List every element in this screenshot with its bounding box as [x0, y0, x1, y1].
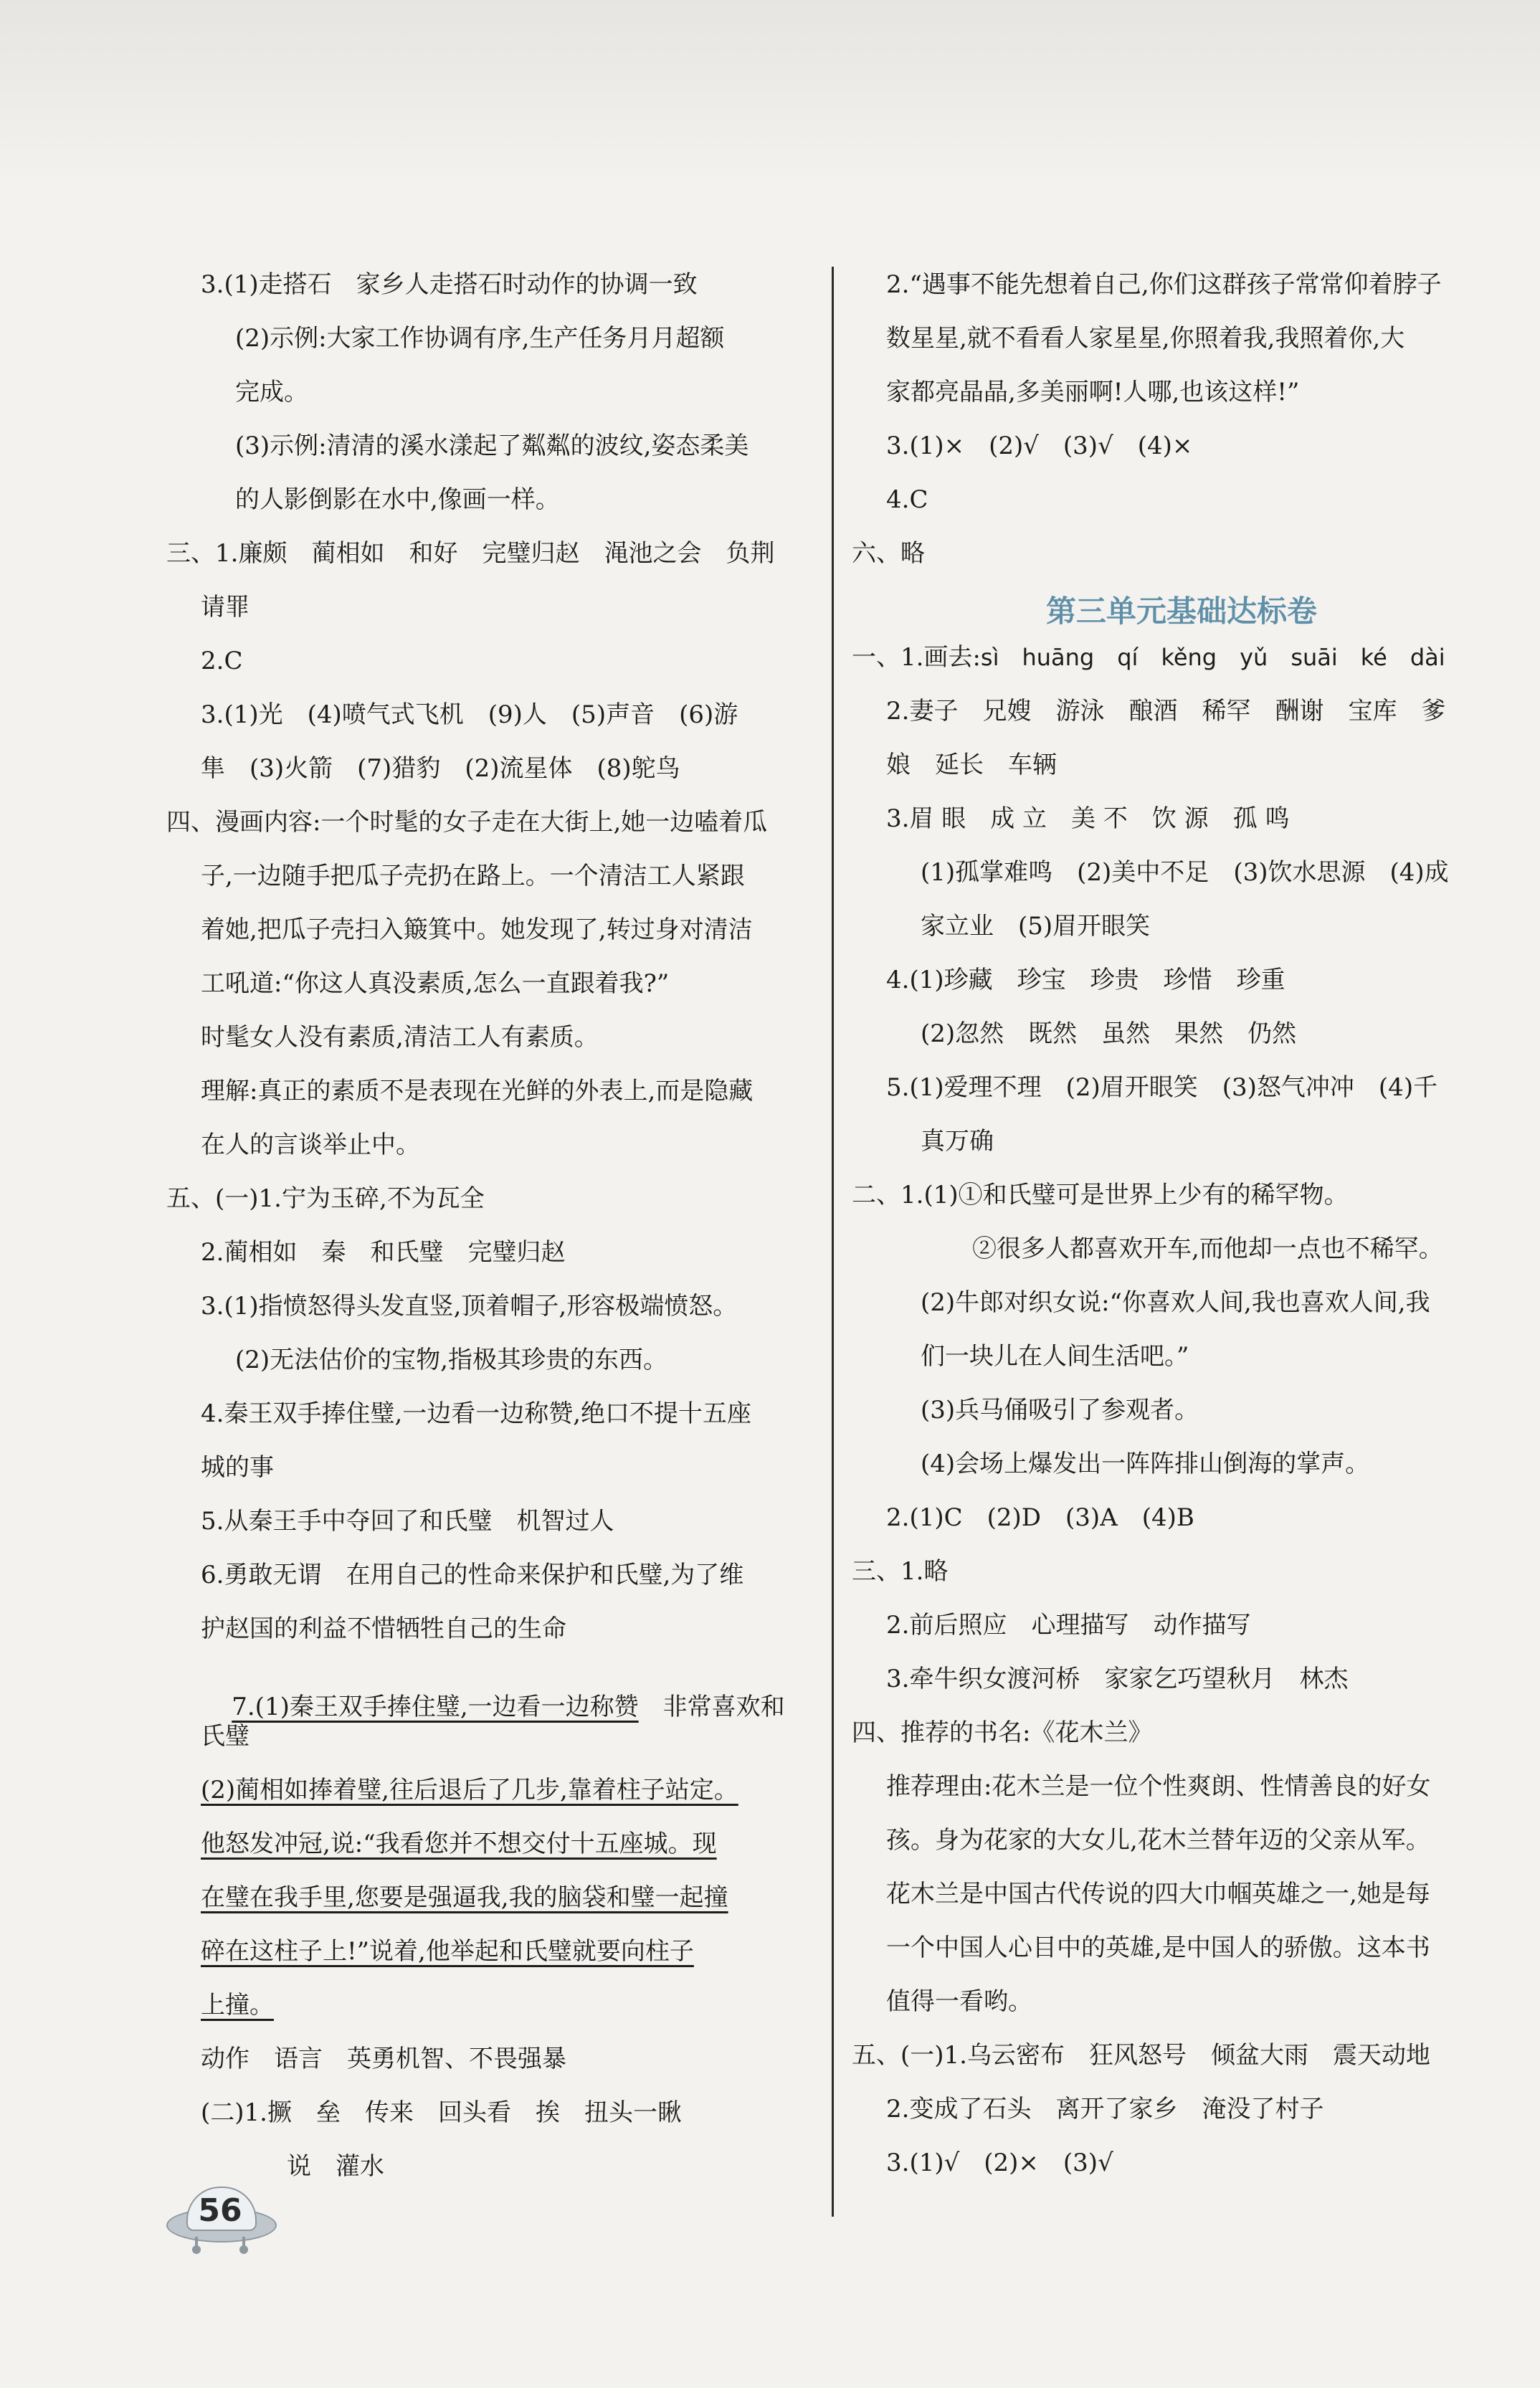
answer-line: 2.(1)C (2)D (3)A (4)B [886, 1503, 1194, 1532]
answer-line: 城的事 [201, 1453, 274, 1482]
answer-line-underlined [201, 1670, 785, 1744]
answer-line: (2)忽然 既然 虽然 果然 仍然 [921, 1019, 1297, 1048]
answer-line [201, 1778, 738, 1802]
answer-line: 着她,把瓜子壳扫入簸箕中。她发现了,转过身对清洁 [201, 915, 753, 944]
answer-line: (2)示例:大家工作协调有序,生产任务月月超额 [235, 324, 725, 353]
answer-line: (3)兵马俑吸引了参观者。 [921, 1396, 1199, 1424]
answer-line: 护赵国的利益不惜牺牲自己的生命 [201, 1614, 566, 1643]
answer-line: 3.(1)× (2)√ (3)√ (4)× [886, 432, 1193, 460]
answer-line: 四、推荐的书名:《花木兰》 [852, 1718, 1153, 1747]
answer-line: 5.从秦王手中夺回了和氏璧 机智过人 [201, 1507, 614, 1536]
answer-line: 三、1.廉颇 蔺相如 和好 完璧归赵 渑池之会 负荆 [166, 539, 775, 568]
underlined-answer: 上撞。 [201, 1991, 274, 2020]
answer-line: 请罪 [201, 593, 249, 622]
answer-line: 2.蔺相如 秦 和氏璧 完璧归赵 [201, 1238, 566, 1267]
underlined-answer: (2)蔺相如捧着璧,往后退后了几步,靠着柱子站定。 [201, 1776, 738, 1804]
answer-line: ②很多人都喜欢开车,而他却一点也不稀罕。 [972, 1235, 1443, 1263]
answer-line: 2.妻子 兄嫂 游泳 酿酒 稀罕 酬谢 宝库 爹 [886, 697, 1446, 726]
underlined-answer: 他怒发冲冠,说:“我看您并不想交付十五座城。现 [201, 1830, 717, 1858]
answer-line: 3.(1)光 (4)喷气式飞机 (9)人 (5)声音 (6)游 [201, 700, 738, 729]
underlined-answer: 7.(1)秦王双手捧住璧,一边看一边称赞 [232, 1693, 639, 1721]
answer-line: 的人影倒影在水中,像画一样。 [235, 485, 560, 514]
answer-text: 非常喜欢和 [662, 1693, 785, 1721]
answer-line: 时髦女人没有素质,清洁工人有素质。 [201, 1023, 599, 1052]
answer-line: 氏璧 [201, 1722, 249, 1751]
answer-line: 工吼道:“你这人真没素质,怎么一直跟着我?” [201, 969, 670, 998]
answer-line: (二)1.撅 垒 传来 回头看 挨 扭头一瞅 [201, 2098, 682, 2127]
answer-line: 一个中国人心目中的英雄,是中国人的骄傲。这本书 [886, 1933, 1430, 1962]
section-title: 第三单元基础达标卷 [1045, 594, 1317, 629]
answer-line: 们一块儿在人间生活吧。” [921, 1342, 1189, 1371]
answer-line: 2.前后照应 心理描写 动作描写 [886, 1611, 1251, 1640]
answer-line: 4.秦王双手捧住璧,一边看一边称赞,绝口不提十五座 [201, 1399, 752, 1428]
answer-line: 4.(1)珍藏 珍宝 珍贵 珍惜 珍重 [886, 966, 1285, 994]
underlined-answer: 碎在这柱子上!”说着,他举起和氏璧就要向柱子 [201, 1937, 694, 1966]
answer-line: 动作 语言 英勇机智、不畏强暴 [201, 2045, 566, 2073]
answer-line: 隼 (3)火箭 (7)猎豹 (2)流星体 (8)鸵鸟 [201, 754, 680, 783]
answer-line: 五、(一)1.宁为玉碎,不为瓦全 [166, 1184, 485, 1213]
answer-line: 家都亮晶晶,多美丽啊!人哪,也该这样!” [886, 378, 1300, 406]
answer-line [201, 1832, 717, 1856]
column-divider [832, 267, 834, 2217]
answer-line: (3)示例:清清的溪水漾起了粼粼的波纹,姿态柔美 [235, 432, 749, 460]
answer-text: 一、1.画去: [852, 643, 981, 672]
answer-line: 五、(一)1.乌云密布 狂风怒号 倾盆大雨 震天动地 [852, 2041, 1430, 2070]
answer-line: 3.眉 眼 成 立 美 不 饮 源 孤 鸣 [886, 804, 1290, 833]
answer-line: 花木兰是中国古代传说的四大巾帼英雄之一,她是每 [886, 1880, 1430, 1908]
answer-line: (2)无法估价的宝物,指极其珍贵的东西。 [235, 1346, 667, 1374]
answer-line: 4.C [886, 485, 928, 514]
answer-line: 5.(1)爱理不理 (2)眉开眼笑 (3)怒气冲冲 (4)千 [886, 1073, 1438, 1102]
answer-line: (1)孤掌难鸣 (2)美中不足 (3)饮水思源 (4)成 [921, 858, 1449, 887]
page-number: 56 [198, 2192, 242, 2229]
answer-line: 6.勇敢无谓 在用自己的性命来保护和氏璧,为了维 [201, 1561, 744, 1589]
ufo-foot [192, 2245, 201, 2254]
answer-line: 3.(1)走搭石 家乡人走搭石时动作的协调一致 [201, 270, 698, 299]
answer-line: 数星星,就不看看人家星星,你照着我,我照着你,大 [886, 324, 1405, 353]
answer-line: 四、漫画内容:一个时髦的女子走在大街上,她一边嗑着瓜 [166, 808, 768, 837]
answer-line: 值得一看哟。 [886, 1987, 1032, 2016]
answer-line [201, 1939, 694, 1964]
page-number-badge [166, 2187, 274, 2251]
answer-line: 真万确 [921, 1127, 994, 1156]
answer-line: 2.“遇事不能先想着自己,你们这群孩子常常仰着脖子 [886, 270, 1442, 299]
answer-line: 家立业 (5)眉开眼笑 [921, 912, 1151, 941]
answer-line: 2.C [201, 647, 243, 675]
answer-line: 二、1.(1)①和氏璧可是世界上少有的稀罕物。 [852, 1181, 1349, 1209]
answer-line: 推荐理由:花木兰是一位个性爽朗、性情善良的好女 [886, 1772, 1431, 1801]
answer-line: 2.变成了石头 离开了家乡 淹没了村子 [886, 2095, 1324, 2123]
answer-line: 3.牵牛织女渡河桥 家家乞巧望秋月 林杰 [886, 1665, 1349, 1693]
answer-line: 六、略 [852, 539, 925, 568]
underlined-answer: 在璧在我手里,您要是强逼我,我的脑袋和璧一起撞 [201, 1883, 728, 1912]
answer-line: 三、1.略 [852, 1557, 949, 1586]
answer-line [852, 645, 1445, 670]
answer-line: 完成。 [235, 378, 308, 406]
page-top-shadow [0, 0, 1540, 186]
pinyin-answers: sì huāng qí kěng yǔ suāi ké dài [980, 644, 1445, 671]
answer-line: 理解:真正的素质不是表现在光鲜的外表上,而是隐藏 [201, 1077, 754, 1105]
answer-line: 孩。身为花家的大女儿,花木兰替年迈的父亲从军。 [886, 1826, 1430, 1855]
answer-line: 3.(1)指愤怒得头发直竖,顶着帽子,形容极端愤怒。 [201, 1292, 738, 1321]
ufo-foot [239, 2245, 248, 2254]
answer-line [201, 1991, 274, 2020]
answer-line: (4)会场上爆发出一阵阵排山倒海的掌声。 [921, 1450, 1370, 1478]
answer-line: 说 灌水 [287, 2152, 384, 2181]
answer-line: 在人的言谈举止中。 [201, 1131, 420, 1159]
answer-line: 子,一边随手把瓜子壳扔在路上。一个清洁工人紧跟 [201, 862, 745, 890]
answer-line: 3.(1)√ (2)× (3)√ [886, 2149, 1113, 2177]
answer-line [201, 1885, 728, 1910]
answer-line: (2)牛郎对织女说:“你喜欢人间,我也喜欢人间,我 [921, 1288, 1430, 1317]
answer-line: 娘 延长 车辆 [886, 751, 1057, 779]
